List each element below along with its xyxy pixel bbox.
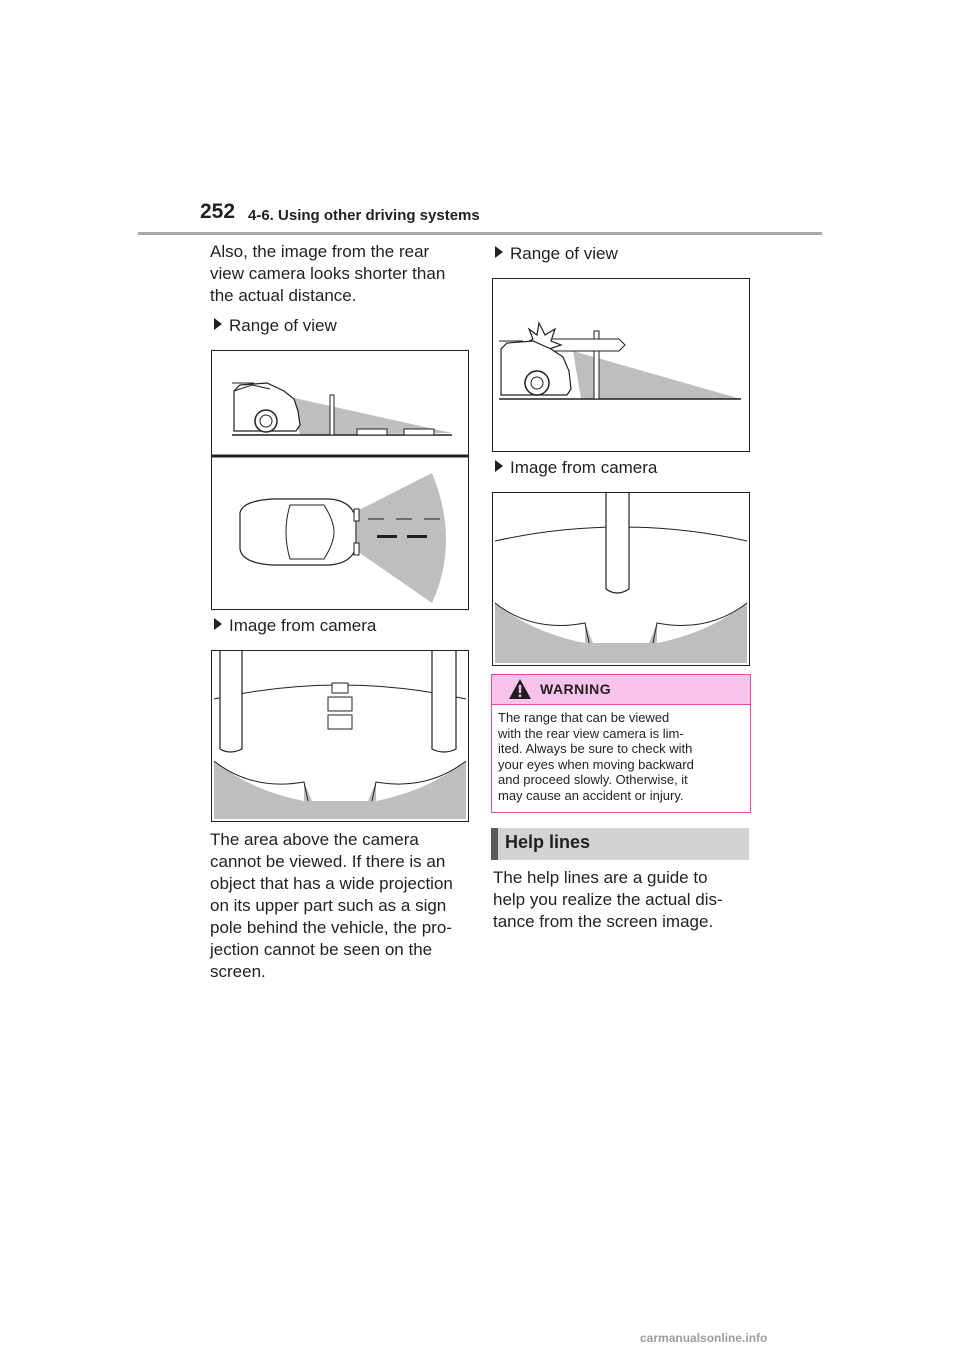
range-of-view-figure-left <box>211 350 469 610</box>
left-paragraph-2: The area above the camera cannot be viewed. If there is an object that has a wide projection on its upper part such as a sign pole behind the vehicle, the pro- jection cannot be seen on the screen. <box>210 830 453 981</box>
warning-title: WARNING <box>540 681 612 697</box>
header-rule <box>138 232 822 235</box>
warning-triangle-icon <box>508 678 532 700</box>
bullet-triangle-icon <box>495 460 503 472</box>
warning-header <box>492 675 750 705</box>
heading-marker <box>491 828 498 860</box>
warning-box <box>491 674 751 813</box>
left-paragraph-1: Also, the image from the rear view camera looks shorter than the actual distance. <box>210 242 446 305</box>
bullet-triangle-icon <box>214 318 222 330</box>
watermark: carmanualsonline.info <box>640 1331 768 1345</box>
left-bullet-image-from-camera: Image from camera <box>214 615 376 637</box>
right-bullet-image-from-camera: Image from camera <box>495 457 657 479</box>
page-number: 252 <box>200 200 236 223</box>
section-title: 4-6. Using other driving systems <box>248 207 480 224</box>
camera-image-figure-right <box>492 492 750 666</box>
help-lines-paragraph: The help lines are a guide to help you realize the actual dis- tance from the screen image. <box>493 868 723 931</box>
right-bullet-range-of-view: Range of view <box>495 243 618 265</box>
bullet-triangle-icon <box>495 246 503 258</box>
range-of-view-figure-right <box>492 278 750 452</box>
help-lines-heading: Help lines <box>491 828 749 860</box>
left-bullet-range-of-view: Range of view <box>214 315 337 337</box>
bullet-triangle-icon <box>214 618 222 630</box>
camera-image-figure-left <box>211 650 469 822</box>
warning-body: The range that can be viewed with the rear view camera is lim- ited. Always be sure to check with your eyes when moving backward and proceed slowly. Otherwise, it may cause an accident or injury. <box>498 710 694 803</box>
